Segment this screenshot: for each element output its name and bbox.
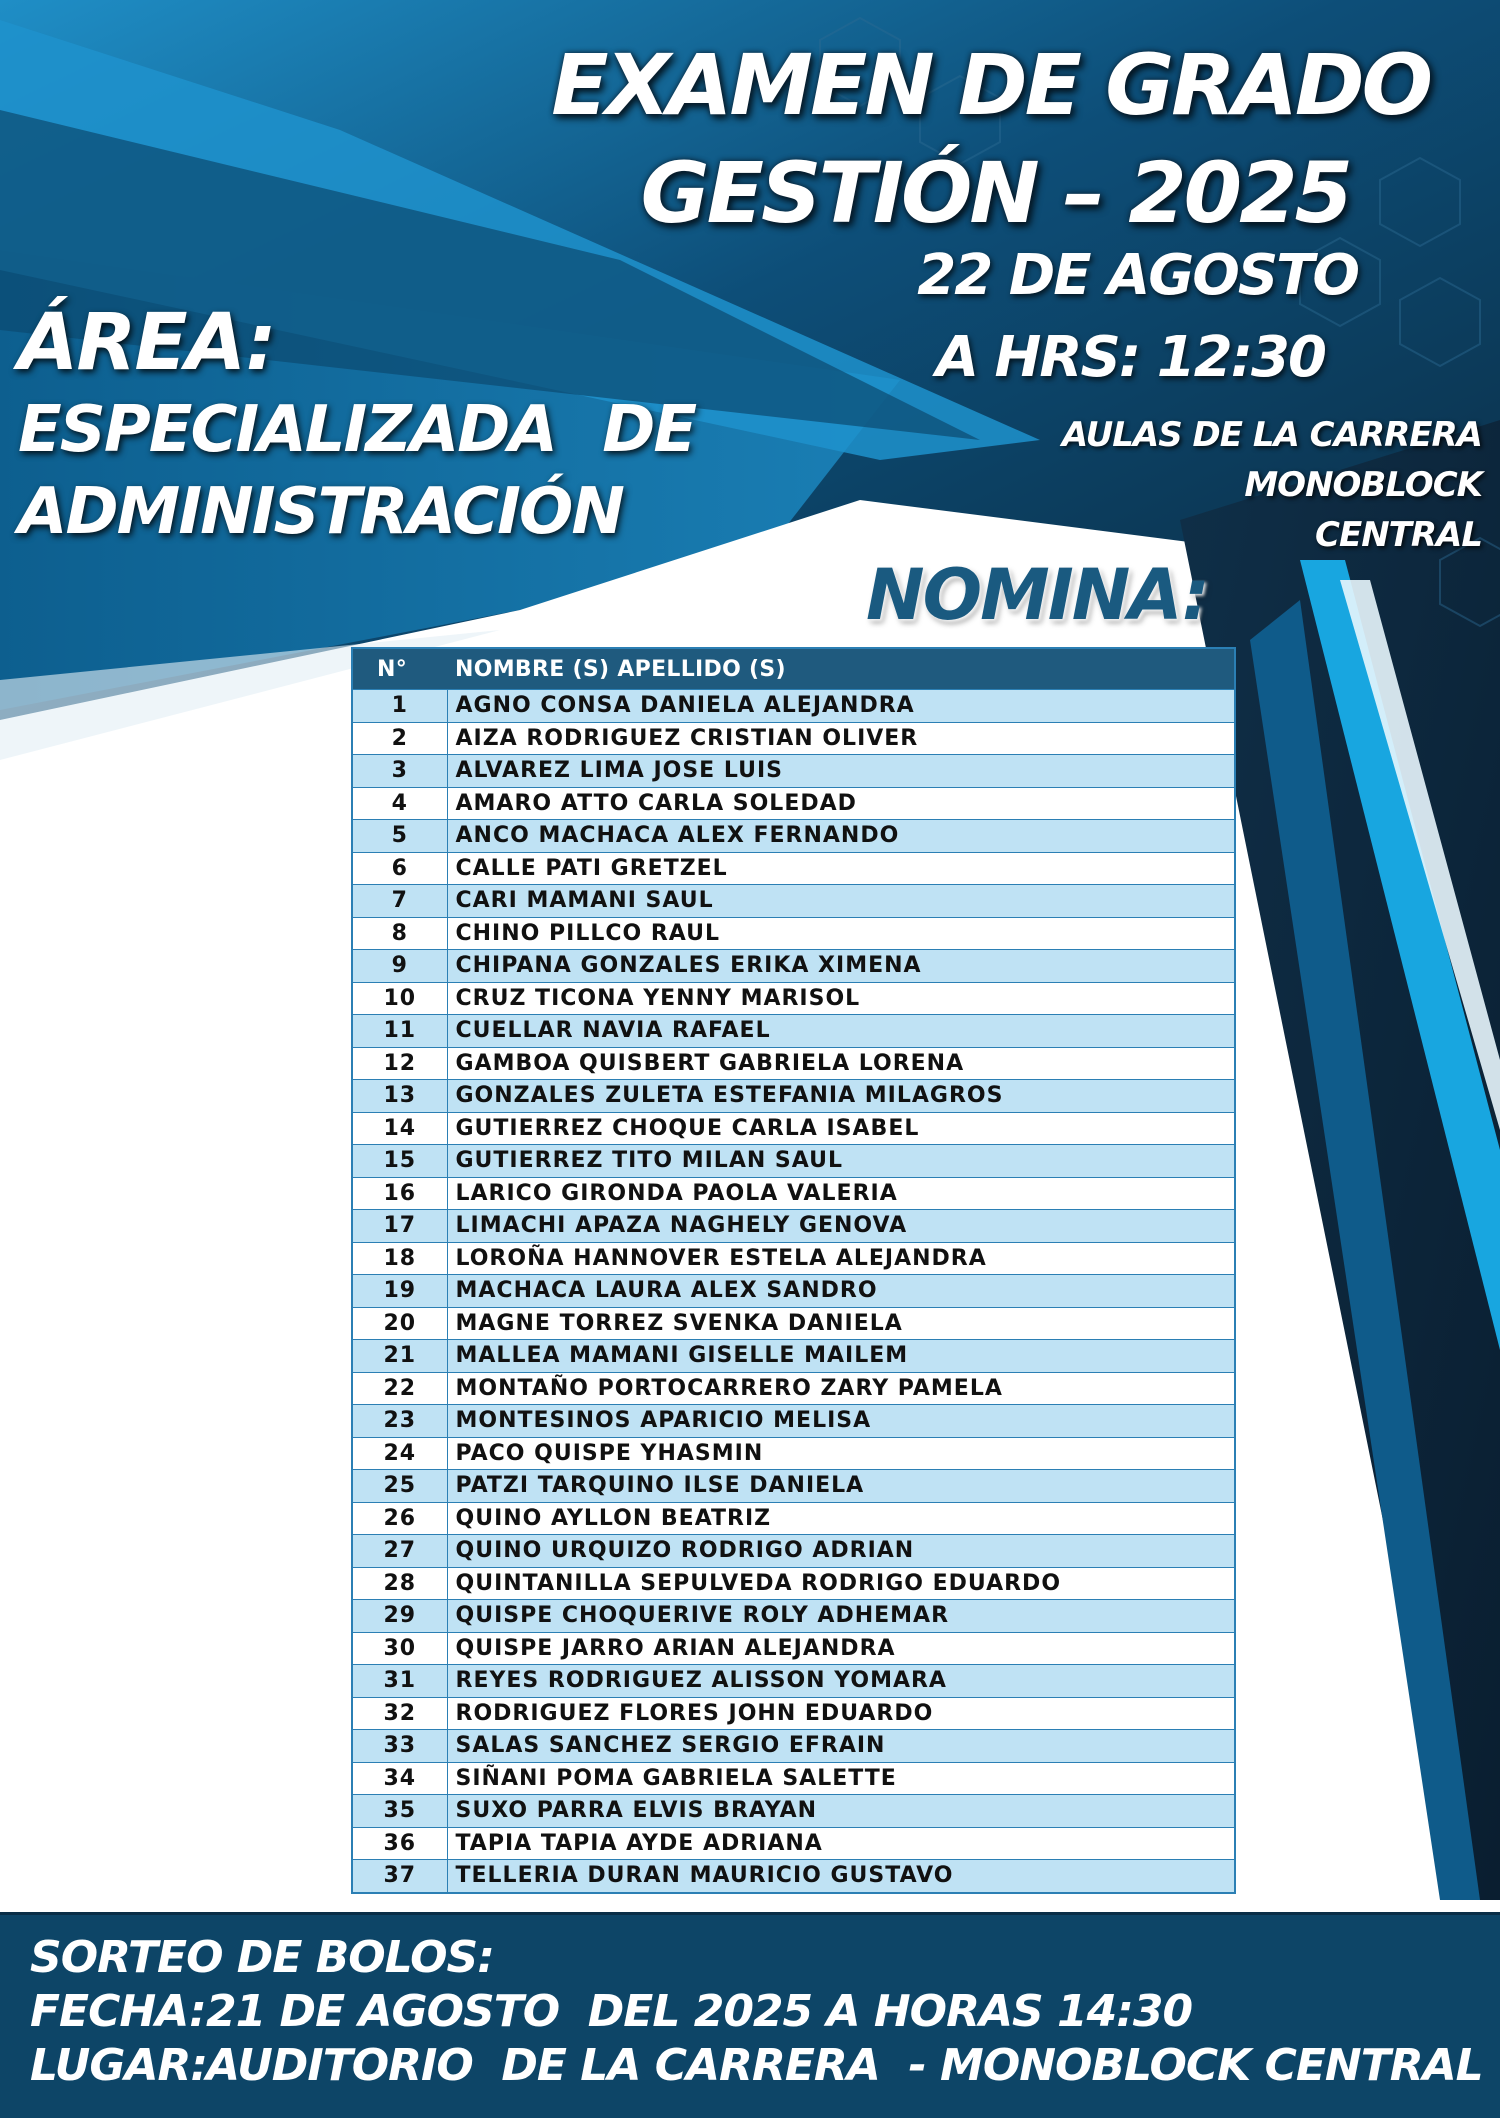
row-number: 1 — [352, 690, 447, 723]
poster-title-line-1: EXAMEN DE GRADO — [551, 36, 1430, 134]
table-row — [352, 917, 1235, 950]
table-row — [352, 1405, 1235, 1438]
row-number: 29 — [352, 1600, 447, 1633]
table-row — [352, 1210, 1235, 1243]
table-row — [352, 1795, 1235, 1828]
student-name: MONTESINOS APARICIO MELISA — [447, 1405, 1235, 1438]
student-name: QUINTANILLA SEPULVEDA RODRIGO EDUARDO — [447, 1567, 1235, 1600]
table-row — [352, 722, 1235, 755]
student-name: MAGNE TORREZ SVENKA DANIELA — [447, 1307, 1235, 1340]
row-number: 20 — [352, 1307, 447, 1340]
row-number: 28 — [352, 1567, 447, 1600]
table-row — [352, 1177, 1235, 1210]
table-row — [352, 787, 1235, 820]
row-number: 3 — [352, 755, 447, 788]
table-row — [352, 1535, 1235, 1568]
poster-title-line-2: GESTIÓN – 2025 — [640, 144, 1350, 242]
row-number: 17 — [352, 1210, 447, 1243]
area-label: ÁREA: — [18, 298, 275, 388]
student-name: SUXO PARRA ELVIS BRAYAN — [447, 1795, 1235, 1828]
row-number: 27 — [352, 1535, 447, 1568]
row-number: 5 — [352, 820, 447, 853]
table-row — [352, 1632, 1235, 1665]
row-number: 37 — [352, 1860, 447, 1893]
student-name: LIMACHI APAZA NAGHELY GENOVA — [447, 1210, 1235, 1243]
row-number: 32 — [352, 1697, 447, 1730]
table-row — [352, 885, 1235, 918]
roster-header-row — [352, 648, 1235, 690]
student-name: MALLEA MAMANI GISELLE MAILEM — [447, 1340, 1235, 1373]
student-name: RODRIGUEZ FLORES JOHN EDUARDO — [447, 1697, 1235, 1730]
student-name: PATZI TARQUINO ILSE DANIELA — [447, 1470, 1235, 1503]
student-name: CRUZ TICONA YENNY MARISOL — [447, 982, 1235, 1015]
row-number: 4 — [352, 787, 447, 820]
table-row — [352, 1827, 1235, 1860]
student-name: AMARO ATTO CARLA SOLEDAD — [447, 787, 1235, 820]
table-row — [352, 1145, 1235, 1178]
footer-place-value: AUDITORIO DE LA CARRERA - MONOBLOCK CENTRAL — [206, 2040, 1483, 2091]
table-row — [352, 1242, 1235, 1275]
footer-place-label: LUGAR: — [30, 2040, 208, 2091]
row-number: 22 — [352, 1372, 447, 1405]
student-name: CHINO PILLCO RAUL — [447, 917, 1235, 950]
venue-line-3: CENTRAL — [1315, 515, 1482, 555]
row-number: 2 — [352, 722, 447, 755]
student-name: AIZA RODRIGUEZ CRISTIAN OLIVER — [447, 722, 1235, 755]
row-number: 12 — [352, 1047, 447, 1080]
table-row — [352, 1567, 1235, 1600]
student-name: TELLERIA DURAN MAURICIO GUSTAVO — [447, 1860, 1235, 1893]
row-number: 10 — [352, 982, 447, 1015]
table-row — [352, 1080, 1235, 1113]
footer-heading: SORTEO DE BOLOS: — [30, 1932, 494, 1983]
row-number: 15 — [352, 1145, 447, 1178]
row-number: 19 — [352, 1275, 447, 1308]
row-number: 26 — [352, 1502, 447, 1535]
student-name: ANCO MACHACA ALEX FERNANDO — [447, 820, 1235, 853]
student-name: SALAS SANCHEZ SERGIO EFRAIN — [447, 1730, 1235, 1763]
row-number: 33 — [352, 1730, 447, 1763]
row-number: 34 — [352, 1762, 447, 1795]
table-row — [352, 1372, 1235, 1405]
student-name: QUISPE CHOQUERIVE ROLY ADHEMAR — [447, 1600, 1235, 1633]
nomina-heading: NOMINA: — [866, 554, 1208, 636]
student-name: MACHACA LAURA ALEX SANDRO — [447, 1275, 1235, 1308]
student-name: CALLE PATI GRETZEL — [447, 852, 1235, 885]
footer-date-value: 21 DE AGOSTO DEL 2025 A HORAS 14:30 — [206, 1986, 1193, 2037]
student-name: GONZALES ZULETA ESTEFANIA MILAGROS — [447, 1080, 1235, 1113]
exam-date: 22 DE AGOSTO — [917, 243, 1358, 308]
table-row — [352, 1502, 1235, 1535]
row-number: 31 — [352, 1665, 447, 1698]
footer-place-line — [30, 2038, 1483, 2094]
area-name-line-2: ADMINISTRACIÓN — [18, 475, 623, 549]
roster-body — [352, 690, 1235, 1893]
row-number: 9 — [352, 950, 447, 983]
venue-line-1: AULAS DE LA CARRERA — [1061, 415, 1482, 455]
student-name: GUTIERREZ CHOQUE CARLA ISABEL — [447, 1112, 1235, 1145]
footer-date-label: FECHA: — [30, 1986, 206, 2037]
student-name: CHIPANA GONZALES ERIKA XIMENA — [447, 950, 1235, 983]
table-row — [352, 1275, 1235, 1308]
row-number: 36 — [352, 1827, 447, 1860]
student-name: REYES RODRIGUEZ ALISSON YOMARA — [447, 1665, 1235, 1698]
table-row — [352, 1340, 1235, 1373]
student-name: PACO QUISPE YHASMIN — [447, 1437, 1235, 1470]
table-row — [352, 1730, 1235, 1763]
row-number: 21 — [352, 1340, 447, 1373]
table-row — [352, 1762, 1235, 1795]
row-number: 11 — [352, 1015, 447, 1048]
student-name: QUINO AYLLON BEATRIZ — [447, 1502, 1235, 1535]
exam-time: A HRS: 12:30 — [935, 325, 1325, 390]
area-name-line-1: ESPECIALIZADA DE — [18, 393, 696, 467]
table-row — [352, 1307, 1235, 1340]
student-name: GAMBOA QUISBERT GABRIELA LORENA — [447, 1047, 1235, 1080]
table-row — [352, 1665, 1235, 1698]
student-name: SIÑANI POMA GABRIELA SALETTE — [447, 1762, 1235, 1795]
table-row — [352, 1112, 1235, 1145]
student-name: ALVAREZ LIMA JOSE LUIS — [447, 755, 1235, 788]
column-header-number: N° — [352, 648, 447, 690]
student-name: LARICO GIRONDA PAOLA VALERIA — [447, 1177, 1235, 1210]
table-row — [352, 1047, 1235, 1080]
venue-line-2: MONOBLOCK — [1244, 465, 1482, 505]
row-number: 30 — [352, 1632, 447, 1665]
column-header-name: NOMBRE (S) APELLIDO (S) — [447, 648, 1235, 690]
row-number: 35 — [352, 1795, 447, 1828]
student-name: LOROÑA HANNOVER ESTELA ALEJANDRA — [447, 1242, 1235, 1275]
student-name: CARI MAMANI SAUL — [447, 885, 1235, 918]
table-row — [352, 1015, 1235, 1048]
row-number: 25 — [352, 1470, 447, 1503]
row-number: 24 — [352, 1437, 447, 1470]
table-row — [352, 820, 1235, 853]
row-number: 14 — [352, 1112, 447, 1145]
student-name: TAPIA TAPIA AYDE ADRIANA — [447, 1827, 1235, 1860]
student-name: CUELLAR NAVIA RAFAEL — [447, 1015, 1235, 1048]
student-name: AGNO CONSA DANIELA ALEJANDRA — [447, 690, 1235, 723]
table-row — [352, 852, 1235, 885]
student-name: QUINO URQUIZO RODRIGO ADRIAN — [447, 1535, 1235, 1568]
row-number: 13 — [352, 1080, 447, 1113]
footer-date-line — [30, 1984, 1192, 2040]
table-row — [352, 1437, 1235, 1470]
row-number: 16 — [352, 1177, 447, 1210]
row-number: 18 — [352, 1242, 447, 1275]
student-name: GUTIERREZ TITO MILAN SAUL — [447, 1145, 1235, 1178]
row-number: 7 — [352, 885, 447, 918]
table-row — [352, 950, 1235, 983]
table-row — [352, 1860, 1235, 1893]
table-row — [352, 690, 1235, 723]
table-row — [352, 1470, 1235, 1503]
student-name: MONTAÑO PORTOCARRERO ZARY PAMELA — [447, 1372, 1235, 1405]
row-number: 23 — [352, 1405, 447, 1438]
row-number: 8 — [352, 917, 447, 950]
table-row — [352, 982, 1235, 1015]
row-number: 6 — [352, 852, 447, 885]
roster-table — [351, 647, 1236, 1894]
table-row — [352, 1600, 1235, 1633]
table-row — [352, 1697, 1235, 1730]
table-row — [352, 755, 1235, 788]
student-name: QUISPE JARRO ARIAN ALEJANDRA — [447, 1632, 1235, 1665]
